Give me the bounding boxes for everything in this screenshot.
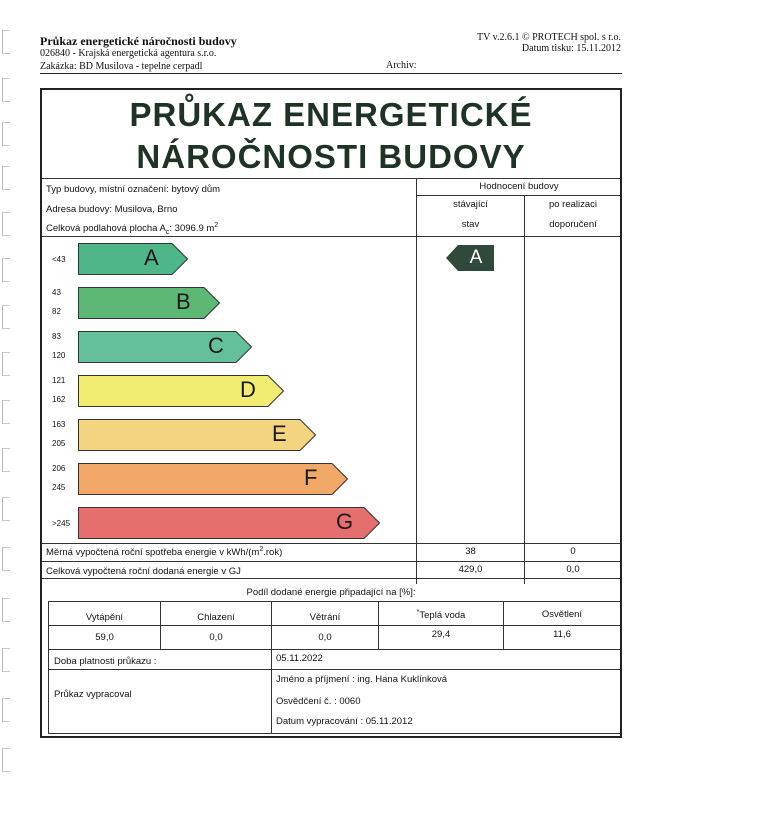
divider: [42, 236, 620, 237]
binder-mark: [2, 78, 10, 102]
band-range-from: 83: [52, 332, 61, 341]
band-range-to: 82: [52, 307, 61, 316]
document-title-line2: NÁROČNOSTI BUDOVY: [136, 138, 526, 175]
share-header-heating: Vytápění: [85, 612, 124, 623]
band-range-from: 206: [52, 464, 66, 473]
divider: [416, 179, 417, 584]
share-header-ventilation: Větrání: [309, 612, 341, 623]
energy-band-g: [78, 507, 380, 539]
specific-label-suffix: .rok): [263, 547, 283, 559]
validity-label: Doba platnosti průkazu :: [54, 656, 157, 667]
energy-band-letter: A: [144, 245, 159, 270]
hot-water-asterisk: *: [416, 609, 420, 616]
binder-mark: [2, 698, 10, 722]
energy-band-letter: D: [240, 377, 256, 402]
binder-mark: [2, 305, 10, 329]
band-range-from: 121: [52, 376, 66, 385]
header-order: Zakázka: BD Musilova - tepelne cerpadl: [40, 61, 203, 72]
specific-energy-label: [46, 546, 282, 558]
binder-mark: [2, 212, 10, 236]
divider: [42, 543, 620, 544]
header-company: 026840 - Krajská energetická agentura s.r.o.: [40, 48, 217, 59]
binder-mark: [2, 598, 10, 622]
hot-water-label: Teplá voda: [419, 610, 466, 622]
share-header-hot-water: [379, 609, 503, 621]
band-range-from: 163: [52, 420, 66, 429]
area-label: Celková podlahová plocha A: [46, 223, 166, 235]
rating-current-label1: stávající: [453, 199, 488, 210]
divider: [42, 178, 620, 179]
divider: [48, 733, 620, 734]
current-class-marker: [446, 245, 494, 271]
divider: [42, 561, 620, 562]
rating-header-title: Hodnocení budovy: [479, 181, 559, 192]
energy-band-arrow: [78, 287, 220, 319]
band-range-from: 43: [52, 288, 61, 297]
share-header-lighting: Osvětlení: [541, 609, 583, 620]
energy-band-shape: [79, 288, 220, 319]
energy-band-b: [78, 287, 220, 319]
header-print-date: Datum tisku: 15.11.2012: [521, 43, 621, 54]
band-range-to: 120: [52, 351, 66, 360]
band-range-from: <43: [52, 255, 66, 264]
header-archive: Archiv:: [386, 60, 417, 71]
binder-mark: [2, 166, 10, 190]
share-title: Podíl dodané energie připadající na [%]:: [246, 587, 416, 598]
total-energy-label: Celková vypočtená roční dodaná energie v GJ: [46, 566, 241, 577]
share-value-hot-water: 29,4: [431, 629, 451, 640]
share-header-cooling: Chlazení: [197, 612, 235, 623]
header-rule: [40, 73, 622, 74]
total-energy-current: 429,0: [458, 564, 483, 575]
energy-band-letter: E: [272, 421, 287, 446]
specific-label-text: Měrná vypočtená roční spotřeba energie v kWh/(m: [46, 547, 260, 559]
header-title: Průkaz energetické náročnosti budovy: [40, 34, 237, 48]
energy-band-letter: C: [208, 333, 224, 358]
rating-after-label2: doporučení: [549, 219, 597, 230]
specific-label-sup: 2: [259, 546, 264, 553]
band-range-to: 245: [52, 483, 66, 492]
divider: [42, 578, 620, 579]
area-subscript: c: [165, 229, 170, 237]
divider: [48, 649, 620, 650]
band-range-to: 205: [52, 439, 66, 448]
area-unit-sup: 2: [214, 222, 219, 229]
binder-mark: [2, 448, 10, 472]
building-address: Adresa budovy: Musilova, Brno: [46, 204, 178, 215]
energy-band-arrow: [78, 331, 252, 363]
building-type: Typ budovy, místní označení: bytový dům: [46, 184, 221, 195]
energy-band-letter: G: [336, 509, 354, 534]
energy-band-a: [78, 243, 188, 275]
energy-band-d: [78, 375, 284, 407]
rating-current-label2: stav: [461, 219, 480, 230]
share-value-lighting: 11,6: [553, 629, 571, 640]
energy-band-shape: [79, 508, 380, 539]
author-date: Datum vypracování : 05.11.2012: [276, 716, 413, 727]
divider: [271, 649, 272, 733]
divider: [48, 669, 620, 670]
author-name: Jméno a příjmení : ing. Hana Kuklínková: [276, 674, 448, 685]
divider: [524, 195, 525, 584]
author-certificate: Osvědčení č. : 0060: [276, 696, 361, 707]
binder-mark: [2, 30, 10, 54]
area-value: : 3096.9 m: [169, 223, 215, 235]
energy-band-shape: [79, 244, 188, 275]
binder-mark: [2, 648, 10, 672]
divider: [48, 625, 620, 626]
author-label: Průkaz vypracoval: [54, 689, 132, 700]
binder-mark: [2, 547, 10, 571]
specific-energy-current: 38: [465, 546, 476, 557]
band-range-to: 162: [52, 395, 66, 404]
energy-band-arrow: [78, 507, 380, 539]
header-software: TV v.2.6.1 © PROTECH spol. s r.o.: [477, 32, 621, 43]
energy-band-letter: B: [176, 289, 191, 314]
current-class-letter: A: [469, 247, 483, 268]
rating-after-label1: po realizaci: [548, 199, 598, 210]
divider: [48, 649, 49, 733]
share-value-ventilation: 0,0: [318, 632, 332, 643]
energy-band-f: [78, 463, 348, 495]
band-range-from: >245: [52, 519, 71, 528]
energy-band-letter: F: [304, 465, 318, 490]
energy-band-e: [78, 419, 316, 451]
binder-mark: [2, 122, 10, 146]
divider: [417, 195, 620, 196]
building-area: [46, 222, 218, 236]
energy-band-shape: [79, 332, 252, 363]
document-title-line1: PRŮKAZ ENERGETICKÉ: [129, 96, 533, 133]
share-value-heating: 59,0: [95, 632, 114, 643]
binder-mark: [2, 497, 10, 521]
energy-band-arrow: [78, 243, 188, 275]
binder-mark: [2, 748, 10, 772]
total-energy-after: 0,0: [566, 564, 580, 575]
share-value-cooling: 0,0: [209, 632, 223, 643]
binder-mark: [2, 258, 10, 282]
specific-energy-after: 0: [570, 546, 576, 557]
validity-value: 05.11.2022: [276, 653, 323, 664]
binder-mark: [2, 400, 10, 424]
binder-mark: [2, 352, 10, 376]
energy-band-c: [78, 331, 252, 363]
divider: [48, 601, 620, 602]
